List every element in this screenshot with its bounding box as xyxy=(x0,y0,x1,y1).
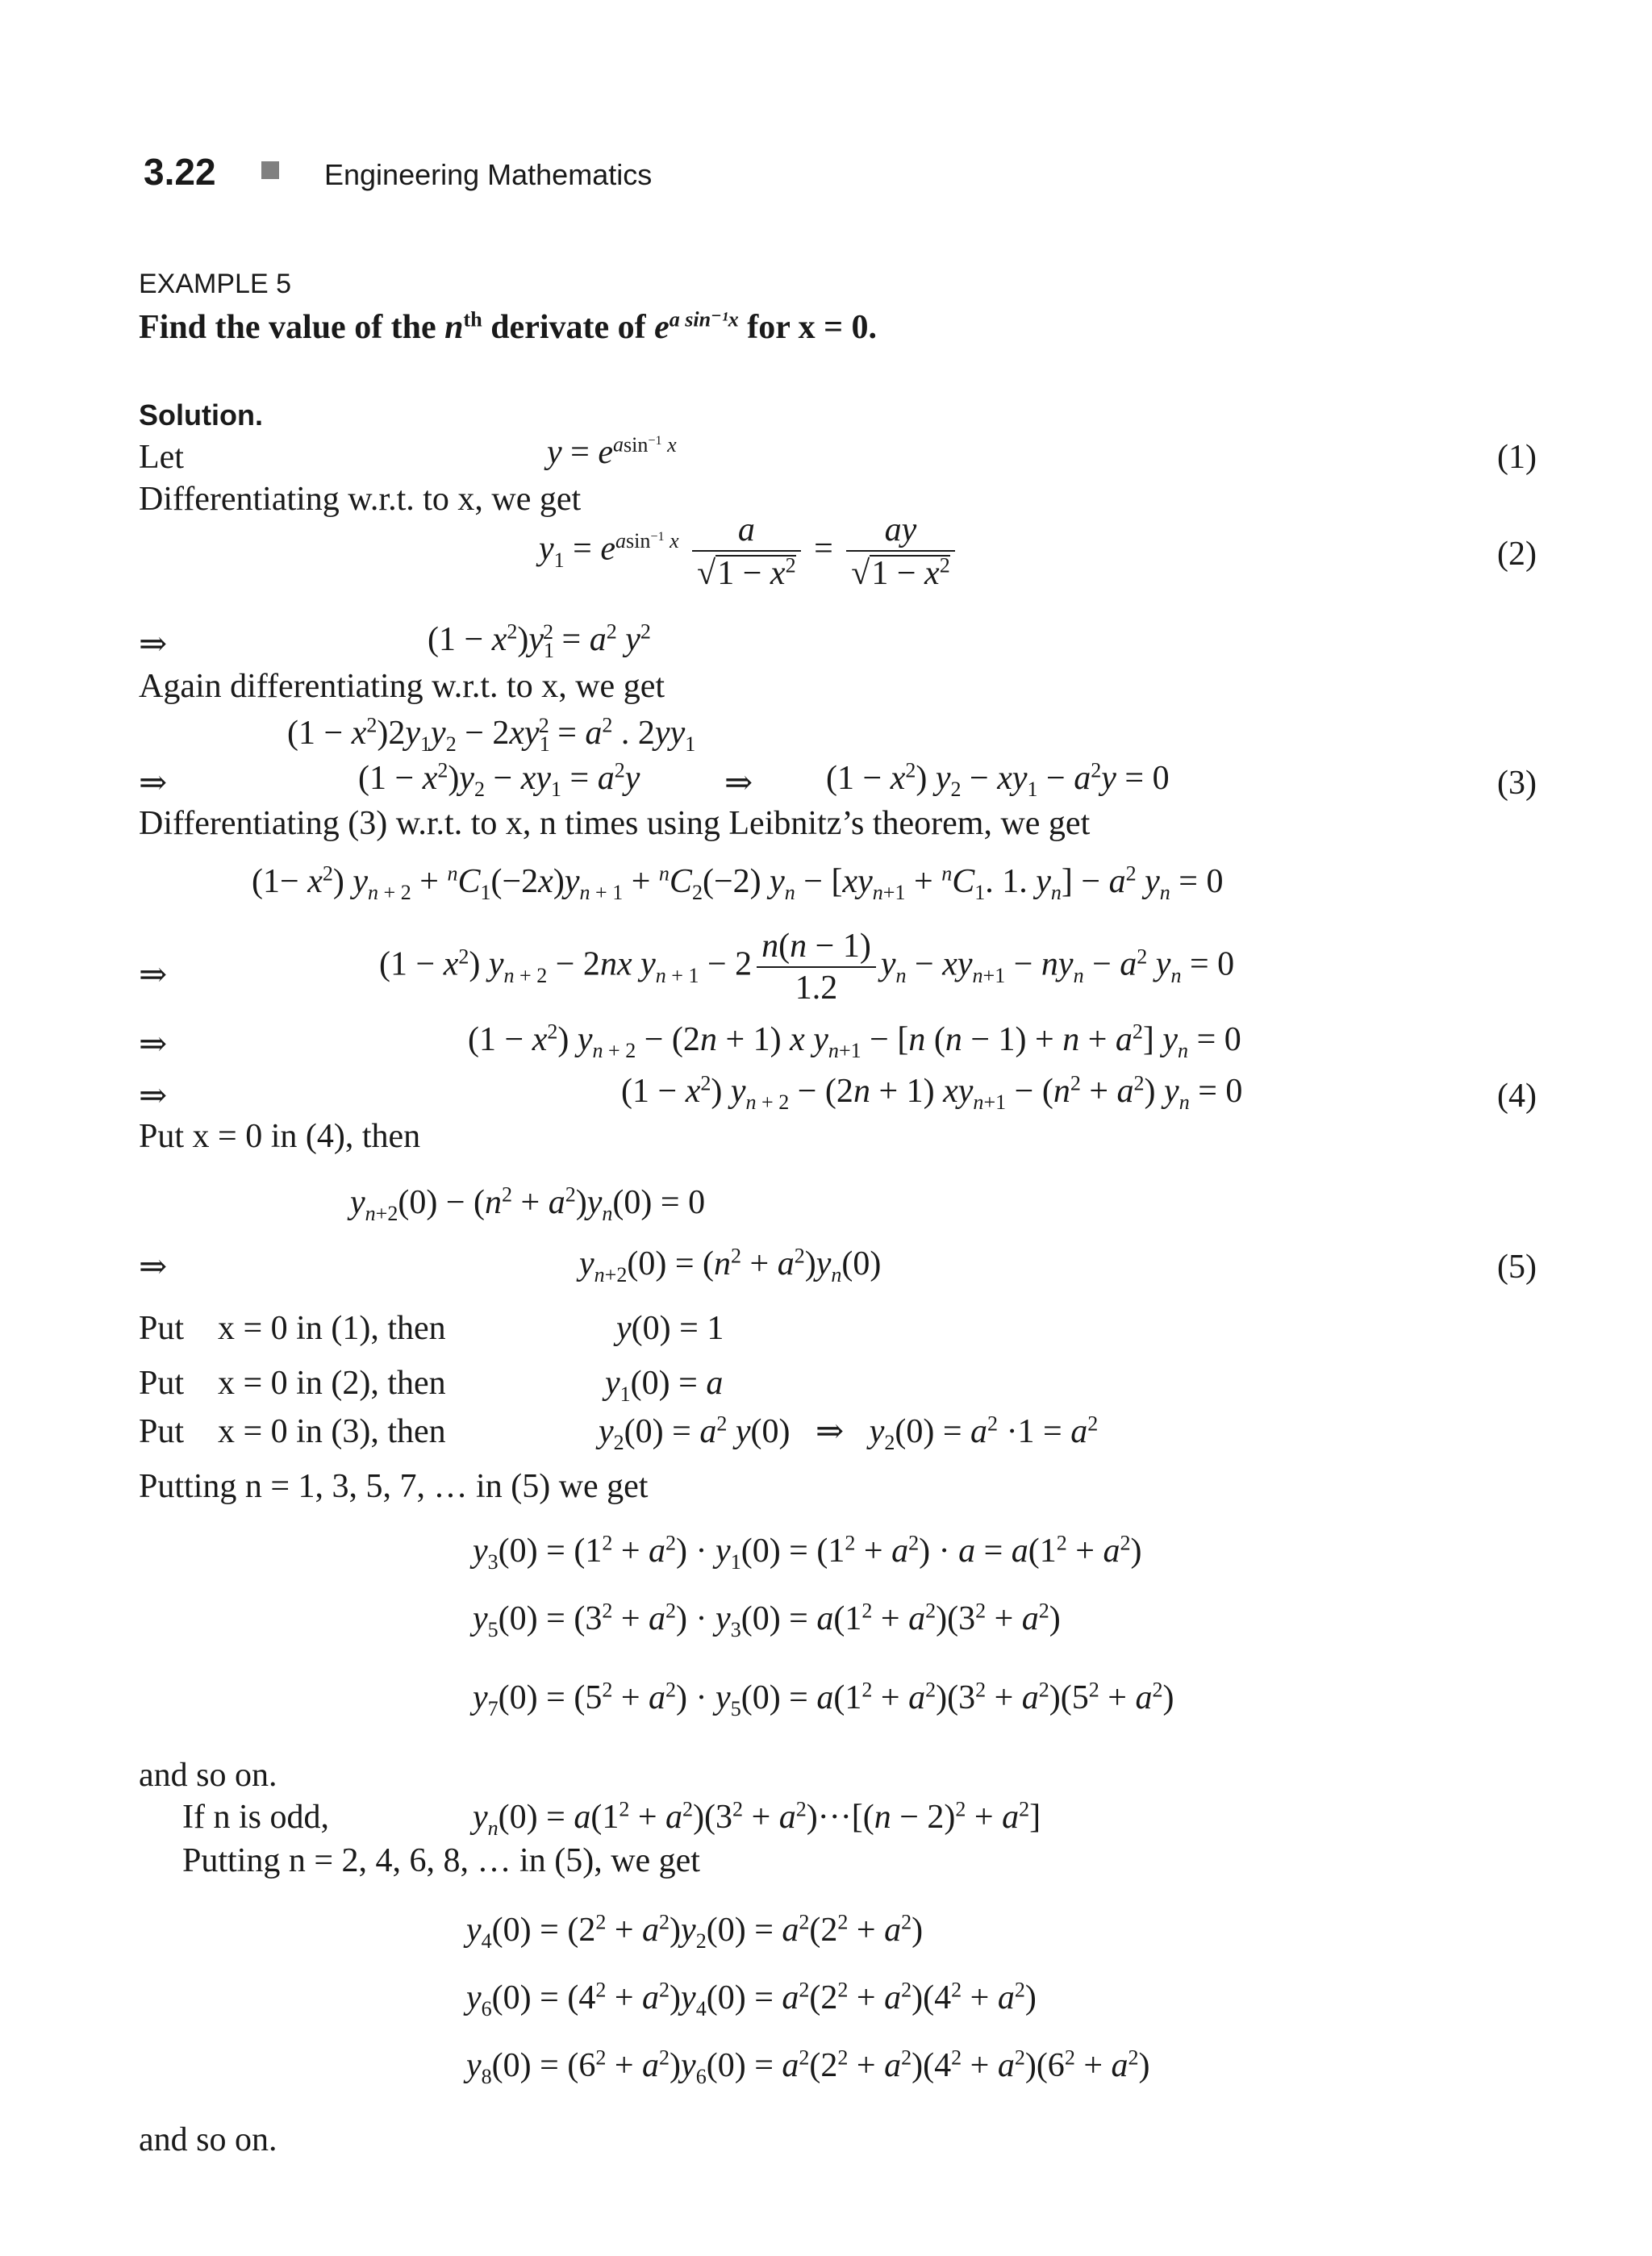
book-title: Engineering Mathematics xyxy=(324,158,653,191)
solution-heading: Solution. xyxy=(139,398,263,432)
equation-number-3: (3) xyxy=(1497,765,1537,802)
equation-simplify-2: $(1 - x^2)$ $y_{n + 2} - (2n + 1)$ x $y_{n+1} - [n$ $(n - 1) + n + a^2$] $y_n = 0$ xyxy=(468,1020,1241,1063)
diff3-text: Differentiating (3) w.r.t. to x, n times using Leibnitz’s theorem, we get xyxy=(139,805,1091,842)
implies-arrow-6: ⇒ xyxy=(139,1078,168,1115)
equation-number-2: (2) xyxy=(1497,536,1537,573)
equation-3: $(1 - x^2)$ $y_2 - xy_1 - a^2y = 0$ xyxy=(826,758,1170,802)
y8-at-zero: $y_8(0) = (6^2 + a^2)y_6(0) = a^2(2^2 + a^2)(4^2 + a^2)(6^2 + a^2)$ xyxy=(466,2045,1150,2089)
putting-odd-text: Putting n = 1, 3, 5, 7, … in (5) we get xyxy=(139,1468,649,1505)
if-odd-text: If n is odd, xyxy=(182,1799,329,1836)
y6-at-zero: $y_6(0) = (4^2 + a^2)y_4(0) = a^2(2^2 + a^2)(4^2 + a^2)$ xyxy=(466,1978,1037,2021)
y-at-zero: y(0) = 1 xyxy=(616,1310,724,1347)
example-label: EXAMPLE 5 xyxy=(139,269,291,299)
equation-1: $y = e^{asin^{-1} x}$ xyxy=(547,432,677,471)
diff1-text: Differentiating w.r.t. to x, we get xyxy=(139,481,582,518)
put-x0-in-1-text: x = 0 in (1), then xyxy=(218,1310,446,1347)
problem-statement: Find the value of the $n^{th}$ derivate of $e^{a sin^{-1}x}$ for x = 0. xyxy=(139,307,878,346)
put-x0-in-3-text: x = 0 in (3), then xyxy=(218,1413,446,1450)
equation-2: $y_1 = e^{asin^{-1} x}$ $\frac{a}{√1 - x^2}$ = $\frac{ay}{√1 - x^2}$ xyxy=(539,513,960,590)
square-bullet-icon xyxy=(261,161,279,179)
y4-at-zero: $y_4(0) = (2^2 + a^2)y_2(0) = a^2(2^2 + a^2)$ xyxy=(466,1910,924,1954)
page-number: 3.22 xyxy=(144,151,216,193)
y3-at-zero: $y_3(0) = (1^2 + a^2) \cdot y_1(0) = (1^2 + a^2) \cdot a = a(1^2 + a^2)$ xyxy=(473,1531,1142,1574)
equation-simplify-1: $(1 - x^2)$ $y_{n + 2} - 2nx$ $y_{n + 1} - 2$ $\frac{n(n - 1)}{1.2}$ $y_n - xy_{n+1} - ny_n - a^2$ $y_n = 0$ xyxy=(379,928,1235,1007)
let-label: Let xyxy=(139,439,184,476)
equation-5: $y_{n+2}(0) = (n^2 + a^2)y_n(0)$ xyxy=(579,1244,882,1287)
implies-arrow-4: ⇒ xyxy=(139,957,168,994)
equation-leibnitz: $(1- x^2)$ $y_{n + 2} + ^nC_1(-2x)y_{n + 1} + ^nC_2(-2) y_n - [xy_{n+1} + ^nC_1$. 1. $y_n] - a^2$ $y_n = 0$ xyxy=(252,861,1224,905)
again-diff-text: Again differentiating w.r.t. to x, we get xyxy=(139,668,665,705)
equation-3a: $(1 - x^2)y_2 - xy_1 = a^2y$ xyxy=(358,758,640,802)
equation-second-derivative: $(1 - x^2)2y_1y_2 - 2xy_1^2 = a^2$ . $2yy_1$ xyxy=(287,713,696,757)
equation-squared: $(1 - x^2)y_1^2 = a^2$ $y^2$ xyxy=(428,619,651,663)
and-so-on-1: and so on. xyxy=(139,1757,277,1794)
put-label-1: Put xyxy=(139,1310,185,1347)
implies-arrow-7: ⇒ xyxy=(139,1249,168,1286)
implies-arrow-5: ⇒ xyxy=(139,1026,168,1063)
and-so-on-2: and so on. xyxy=(139,2121,277,2158)
y1-at-zero: $y_1(0) = a$ xyxy=(605,1365,724,1407)
equation-4: $(1 - x^2)$ $y_{n + 2} - (2n + 1) xy_{n+1} - (n^2 + a^2) y_n = 0$ xyxy=(621,1071,1243,1115)
implies-arrow-8: ⇒ xyxy=(816,1413,845,1450)
equation-number-4: (4) xyxy=(1497,1078,1537,1115)
implies-arrow-2: ⇒ xyxy=(139,765,168,802)
putting-even-text: Putting n = 2, 4, 6, 8, … in (5), we get xyxy=(182,1842,700,1879)
y2-at-zero: $y_2(0) = a^2$ y(0) ⇒ $y_2(0) = a^2 \cdot 1 = a^2$ xyxy=(599,1412,1099,1455)
put-label-3: Put xyxy=(139,1413,185,1450)
implies-arrow-3: ⇒ xyxy=(724,765,753,802)
equation-number-1: (1) xyxy=(1497,439,1537,476)
yn-odd-formula: $y_n(0) = a(1^2 + a^2)(3^2 + a^2)\cdot\cdot\cdot[(n - 2)^2 + a^2]$ xyxy=(473,1797,1041,1841)
put-x0-in-2-text: x = 0 in (2), then xyxy=(218,1365,446,1402)
put-label-2: Put xyxy=(139,1365,185,1402)
equation-at-zero: $y_{n+2}(0) - (n^2 + a^2)y_n(0) = 0$ xyxy=(350,1182,706,1226)
put-x0-in-4-text: Put x = 0 in (4), then xyxy=(139,1118,421,1155)
y5-at-zero: $y_5(0) = (3^2 + a^2) \cdot y_3(0) = a(1^2 + a^2)(3^2 + a^2)$ xyxy=(473,1599,1061,1642)
equation-number-5: (5) xyxy=(1497,1249,1537,1286)
implies-arrow-1: ⇒ xyxy=(139,626,168,663)
y7-at-zero: $y_7(0) = (5^2 + a^2) \cdot y_5(0) = a(1^2 + a^2)(3^2 + a^2)(5^2 + a^2)$ xyxy=(473,1678,1174,1721)
